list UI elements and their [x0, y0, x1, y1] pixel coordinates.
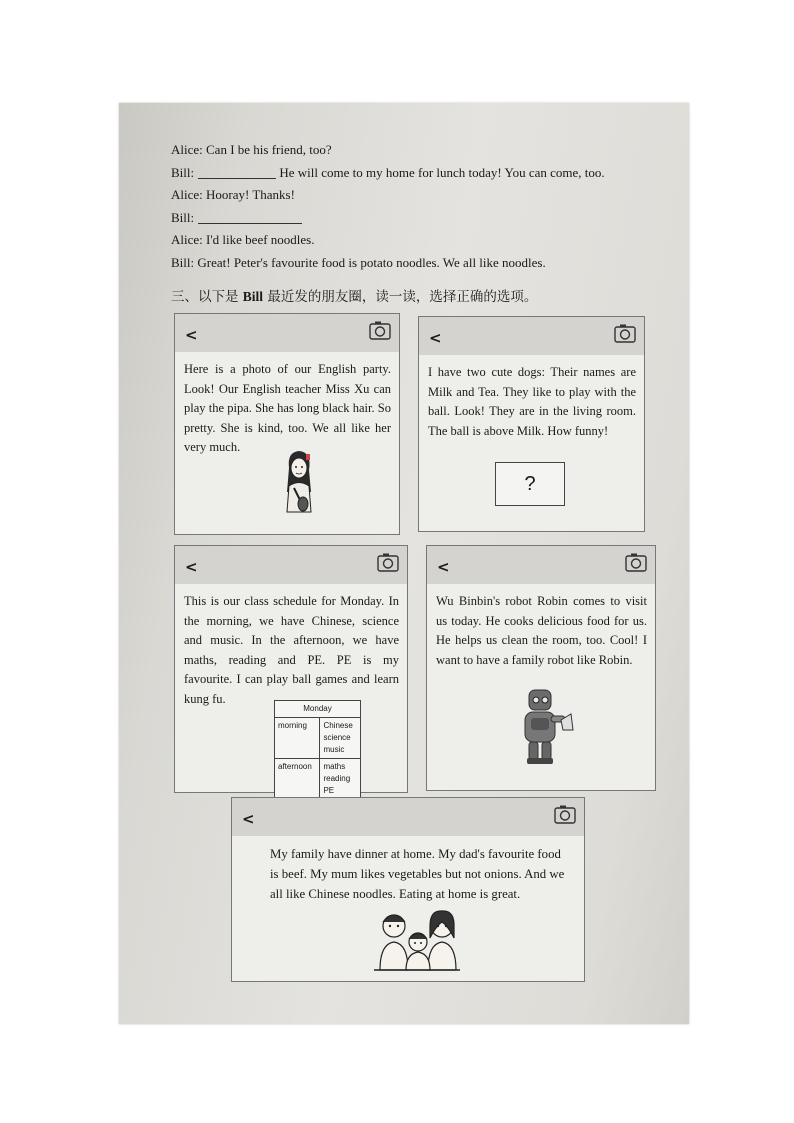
camera-icon[interactable] [614, 324, 636, 343]
question-box: ? [495, 462, 565, 506]
schedule-subjects: maths reading PE [320, 759, 361, 800]
answer-blank[interactable] [198, 209, 302, 224]
back-arrow-icon[interactable]: < [185, 558, 198, 576]
schedule-subjects: Chinese science music [320, 718, 361, 759]
post-header [175, 314, 399, 352]
worksheet-photo [119, 103, 689, 1024]
dialogue-line: Alice: Can I be his friend, too? [171, 142, 332, 157]
post-text: Wu Binbin's robot Robin comes to visit us today. He cooks delicious food for us. He helps us clean the room, too. Cool! I want to have a family robot like Robin. [436, 594, 647, 667]
post-text: My family have dinner at home. My dad's favourite food is beef. My mum likes vegetables but not onions. And we all like Chinese noodles. Eating at home is great. [270, 847, 565, 901]
family-illustration [374, 904, 460, 972]
schedule-day: Monday [275, 701, 361, 718]
back-arrow-icon[interactable]: < [429, 329, 442, 347]
post-card-robot [426, 545, 656, 791]
dialogue [171, 139, 631, 274]
post-header [232, 798, 584, 836]
back-arrow-icon[interactable]: < [437, 558, 450, 576]
dialogue-line: Bill: [171, 207, 631, 230]
camera-icon[interactable] [625, 553, 647, 572]
camera-icon[interactable] [554, 805, 576, 824]
camera-icon[interactable] [377, 553, 399, 572]
dialogue-line: Bill: He will come to my home for lunch today! You can come, too. [171, 164, 605, 180]
dialogue-line: Alice: I'd like beef noodles. [171, 232, 315, 247]
post-text: I have two cute dogs: Their names are Milk and Tea. They like to play with the ball. Look! They are in the living room. The ball is above Milk. How funny! [428, 365, 636, 438]
post-card-teacher [174, 313, 400, 535]
post-text: This is our class schedule for Monday. In the morning, we have Chinese, science and music. In the afternoon, we have maths, reading and PE. PE is my favourite. I can play ball games and learn kung fu. [184, 594, 399, 706]
post-card-family [231, 797, 585, 982]
back-arrow-icon[interactable]: < [185, 326, 198, 344]
schedule-period: morning [275, 718, 320, 759]
dialogue-line: Bill: Great! Peter's favourite food is potato noodles. We all like noodles. [171, 254, 546, 270]
post-card-schedule [174, 545, 408, 793]
robot-illustration [515, 686, 575, 766]
post-header [175, 546, 407, 584]
schedule-table [274, 700, 361, 800]
camera-icon[interactable] [369, 321, 391, 340]
dialogue-line: Alice: Hooray! Thanks! [171, 187, 295, 202]
post-header [427, 546, 655, 584]
post-header [419, 317, 644, 355]
teacher-illustration [281, 446, 317, 518]
post-text: Here is a photo of our English party. Look! Our English teacher Miss Xu can play the pipa. She has long black hair. So pretty. She is kind, too. We all like her very much. [184, 362, 391, 454]
back-arrow-icon[interactable]: < [242, 810, 255, 828]
section-title: 三、以下是 Bill 最近发的朋友圈，读一读，选择正确的选项。 [171, 289, 538, 305]
schedule-period: afternoon [275, 759, 320, 800]
post-card-dogs [418, 316, 645, 532]
answer-blank[interactable] [198, 164, 276, 179]
